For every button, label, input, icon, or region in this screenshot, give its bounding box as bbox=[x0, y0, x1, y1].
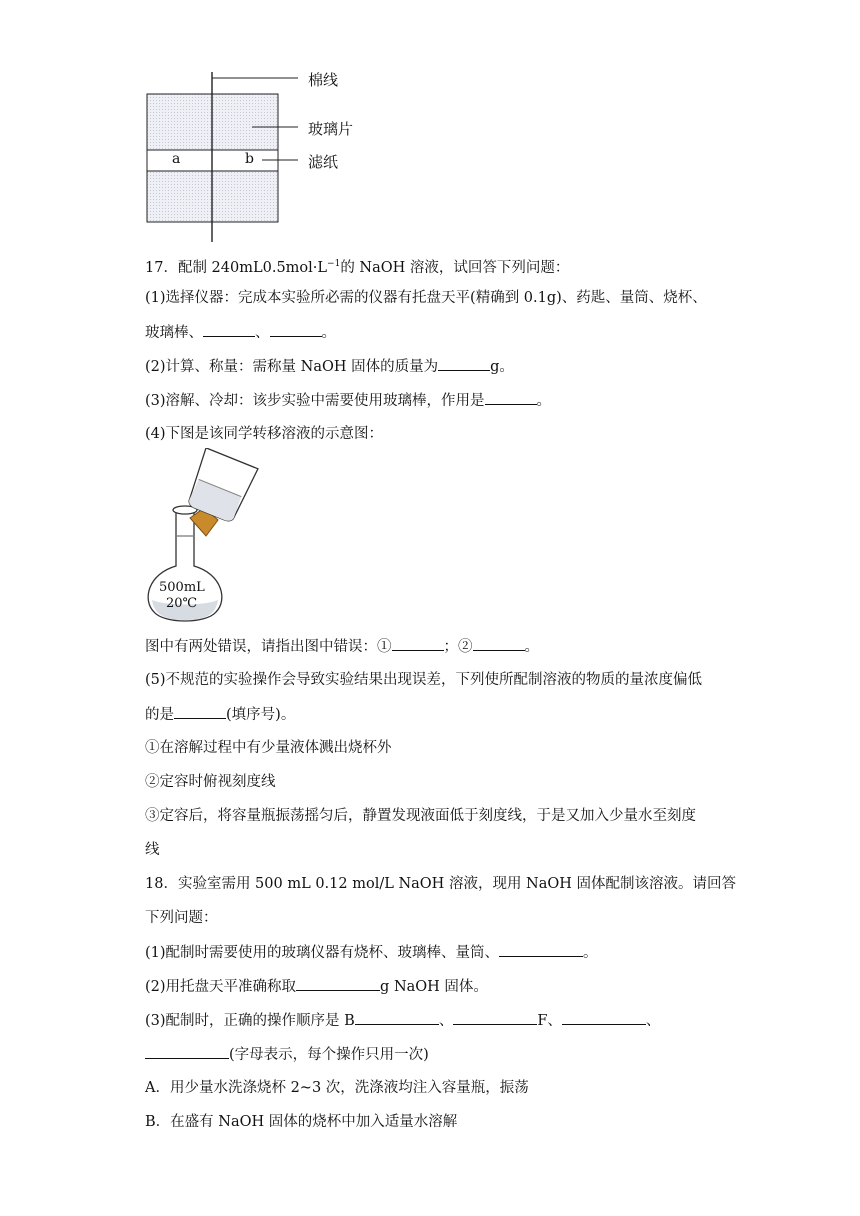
flask-volume-label: 500mL bbox=[159, 580, 205, 595]
q17-part2: (2)计算、称量：需称量 NaOH 固体的质量为 g。 bbox=[145, 356, 514, 377]
q17-title: 17．配制 $240mL0.5mol\cdot L^{-1}$的 NaOH 溶液，试回答下列问题： bbox=[145, 259, 570, 276]
q17-part5-line2: 的是 (填序号)。 bbox=[145, 704, 295, 725]
filter-paper-figure bbox=[140, 60, 380, 250]
q18-option-a: A．用少量水洗涤烧杯 2~3 次，洗涤液均注入容量瓶，振荡 bbox=[145, 1080, 529, 1096]
q18-option-b: B．在盛有 NaOH 固体的烧杯中加入适量水溶解 bbox=[145, 1114, 458, 1130]
q18-part1: (1)配制时需要使用的玻璃仪器有烧杯、玻璃棒、量筒、 。 bbox=[145, 942, 598, 963]
answer-blank[interactable] bbox=[355, 1010, 439, 1025]
q17-part5-line1: (5)不规范的实验操作会导致实验结果出现误差，下列使所配制溶液的物质的量浓度偏低 bbox=[145, 672, 703, 688]
q17-option-3-line1: ③定容后，将容量瓶振荡摇匀后，静置发现液面低于刻度线，于是又加入少量水至刻度 bbox=[145, 808, 696, 824]
answer-blank[interactable] bbox=[453, 1010, 537, 1025]
label-thread: 棉线 bbox=[308, 71, 339, 89]
answer-blank[interactable] bbox=[203, 322, 255, 337]
label-a: a bbox=[172, 151, 181, 167]
answer-blank[interactable] bbox=[270, 322, 322, 337]
answer-blank[interactable] bbox=[145, 1044, 229, 1059]
q17-part4-errors: 图中有两处错误，请指出图中错误：① ；② 。 bbox=[145, 636, 539, 657]
q17-part4: (4)下图是该同学转移溶液的示意图： bbox=[145, 426, 384, 442]
q17-option-2: ②定容时俯视刻度线 bbox=[145, 774, 276, 790]
q18-title-line2: 下列问题： bbox=[145, 910, 218, 926]
answer-blank[interactable] bbox=[296, 976, 380, 991]
q17-option-1: ①在溶解过程中有少量液体溅出烧杯外 bbox=[145, 740, 392, 756]
q17-part1-line1: (1)选择仪器：完成本实验所必需的仪器有托盘天平(精确到 0.1g)、药匙、量筒、烧杯、 bbox=[145, 290, 707, 306]
label-glass: 玻璃片 bbox=[308, 120, 354, 138]
answer-blank[interactable] bbox=[473, 636, 525, 651]
label-filter: 滤纸 bbox=[308, 153, 339, 171]
q17-part1-line2: 玻璃棒、 、 。 bbox=[145, 322, 336, 343]
answer-blank[interactable] bbox=[438, 356, 490, 371]
answer-blank[interactable] bbox=[485, 390, 537, 405]
q17-option-3-line2: 线 bbox=[145, 842, 160, 858]
q18-part2: (2)用托盘天平准确称取 g NaOH 固体。 bbox=[145, 976, 488, 997]
q17-part3: (3)溶解、冷却：该步实验中需要使用玻璃棒，作用是 。 bbox=[145, 390, 551, 411]
label-b: b bbox=[245, 151, 254, 167]
answer-blank[interactable] bbox=[392, 636, 444, 651]
q18-title-line1: 18．实验室需用 500 mL 0.12 mol/L NaOH 溶液，现用 NaOH 固体配制该溶液。请回答 bbox=[145, 876, 737, 892]
q18-part3-line1: (3)配制时，正确的操作顺序是 B 、 F、 、 bbox=[145, 1010, 660, 1031]
volumetric-flask-figure bbox=[140, 448, 270, 626]
flask-temp-label: 20℃ bbox=[166, 596, 198, 611]
q18-part3-line2: (字母表示，每个操作只用一次) bbox=[145, 1044, 429, 1065]
answer-blank[interactable] bbox=[174, 704, 226, 719]
answer-blank[interactable] bbox=[499, 942, 583, 957]
answer-blank[interactable] bbox=[562, 1010, 646, 1025]
